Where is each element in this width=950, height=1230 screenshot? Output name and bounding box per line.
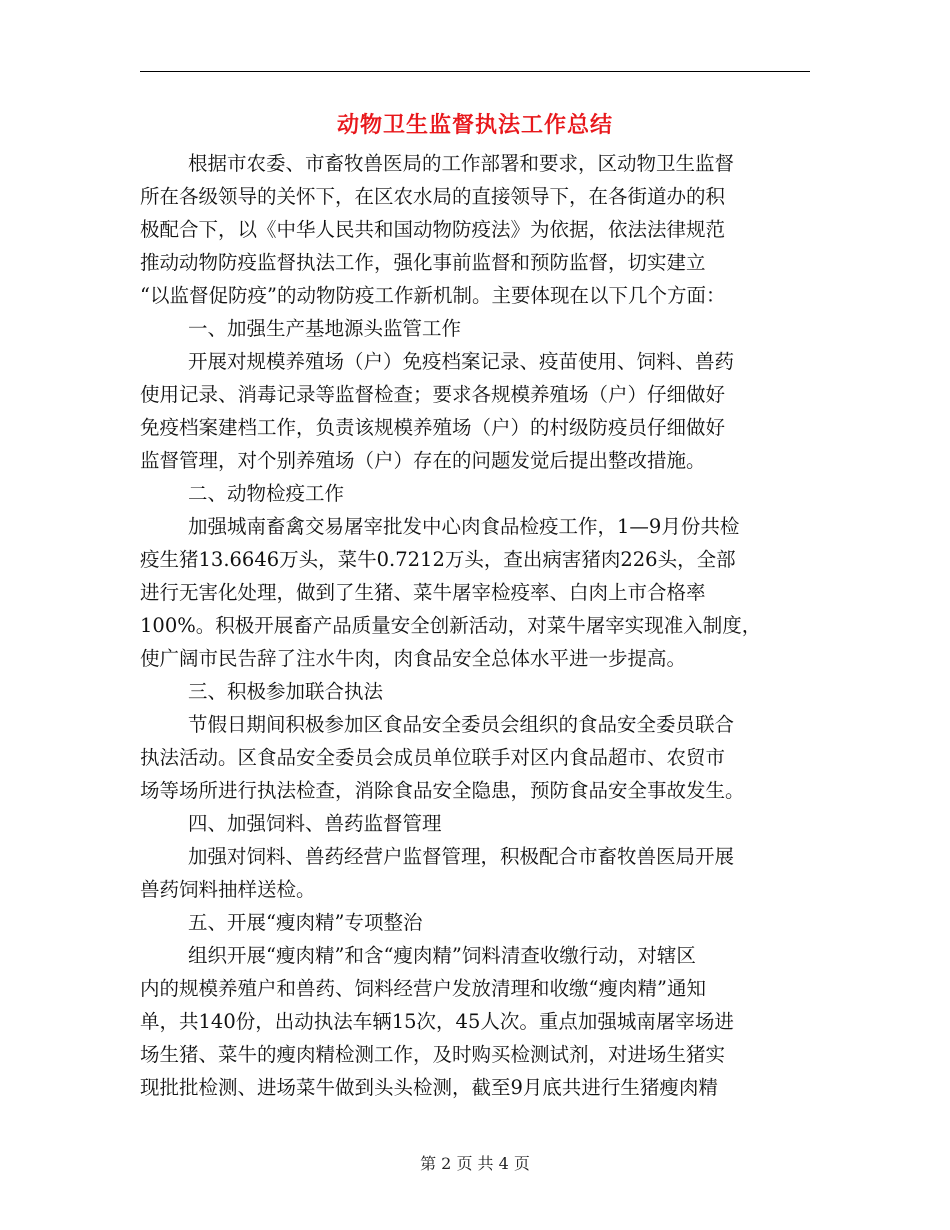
paragraph-line: 所在各级领导的关怀下，在区农水局的直接领导下，在各街道办的积 bbox=[140, 185, 726, 208]
paragraph-line: 场等场所进行执法检查，消除食品安全隐患，预防食品安全事故发生。 bbox=[140, 779, 745, 802]
paragraph-line: 执法活动。区食品安全委员会成员单位联手对区内食品超市、农贸市 bbox=[140, 746, 726, 769]
paragraph-line: 疫生猪13.6646万头，菜牛0.7212万头，查出病害猪肉226头，全部 bbox=[140, 548, 736, 571]
paragraph-line: 开展对规模养殖场（户）免疫档案记录、疫苗使用、饲料、兽药 bbox=[188, 350, 735, 373]
paragraph-line: 推动动物防疫监督执法工作，强化事前监督和预防监督，切实建立 bbox=[140, 251, 706, 274]
document-body bbox=[140, 147, 810, 1104]
paragraph-line: 节假日期间积极参加区食品安全委员会组织的食品安全委员联合 bbox=[188, 713, 735, 736]
paragraph-line: 兽药饲料抽样送检。 bbox=[140, 878, 316, 901]
paragraph-line: 使用记录、消毒记录等监督检查；要求各规模养殖场（户）仔细做好 bbox=[140, 383, 726, 406]
paragraph-line: 场生猪、菜牛的瘦肉精检测工作，及时购买检测试剂，对进场生猪实 bbox=[140, 1043, 726, 1066]
paragraph-line: “以监督促防疫”的动物防疫工作新机制。主要体现在以下几个方面： bbox=[140, 284, 726, 307]
page-number-footer: 第 2 页 共 4 页 bbox=[420, 1154, 530, 1173]
section-heading: 五、开展“瘦肉精”专项整治 bbox=[188, 911, 423, 934]
section-heading: 一、加强生产基地源头监管工作 bbox=[188, 317, 462, 340]
paragraph-line: 根据市农委、市畜牧兽医局的工作部署和要求，区动物卫生监督 bbox=[188, 152, 735, 175]
paragraph-line: 免疫档案建档工作，负责该规模养殖场（户）的村级防疫员仔细做好 bbox=[140, 416, 726, 439]
document-title: 动物卫生监督执法工作总结 bbox=[336, 112, 613, 138]
paragraph-line: 单，共140份，出动执法车辆15次，45人次。重点加强城南屠宰场进 bbox=[140, 1010, 734, 1033]
paragraph-line: 组织开展“瘦肉精”和含“瘦肉精”饲料清查收缴行动，对辖区 bbox=[188, 944, 696, 967]
paragraph-line: 极配合下，以《中华人民共和国动物防疫法》为依据，依法法律规范 bbox=[140, 218, 726, 241]
paragraph-line: 使广阔市民告辞了注水牛肉，肉食品安全总体水平进一步提高。 bbox=[140, 647, 687, 670]
paragraph-line: 现批批检测、进场菜牛做到头头检测，截至9月底共进行生猪瘦肉精 bbox=[140, 1076, 718, 1099]
section-heading: 三、积极参加联合执法 bbox=[188, 680, 384, 703]
paragraph-line: 100%。积极开展畜产品质量安全创新活动，对菜牛屠宰实现准入制度， bbox=[140, 614, 762, 637]
section-heading: 二、动物检疫工作 bbox=[188, 482, 345, 505]
paragraph-line: 内的规模养殖户和兽药、饲料经营户发放清理和收缴“瘦肉精”通知 bbox=[140, 977, 706, 1000]
paragraph-line: 加强对饲料、兽药经营户监督管理，积极配合市畜牧兽医局开展 bbox=[188, 845, 735, 868]
paragraph-line: 进行无害化处理，做到了生猪、菜牛屠宰检疫率、白肉上市合格率 bbox=[140, 581, 706, 604]
header-rule bbox=[140, 71, 810, 72]
paragraph-line: 加强城南畜禽交易屠宰批发中心肉食品检疫工作，1—9月份共检 bbox=[188, 515, 740, 538]
paragraph-line: 监督管理，对个别养殖场（户）存在的问题发觉后提出整改措施。 bbox=[140, 449, 706, 472]
section-heading: 四、加强饲料、兽药监督管理 bbox=[188, 812, 442, 835]
